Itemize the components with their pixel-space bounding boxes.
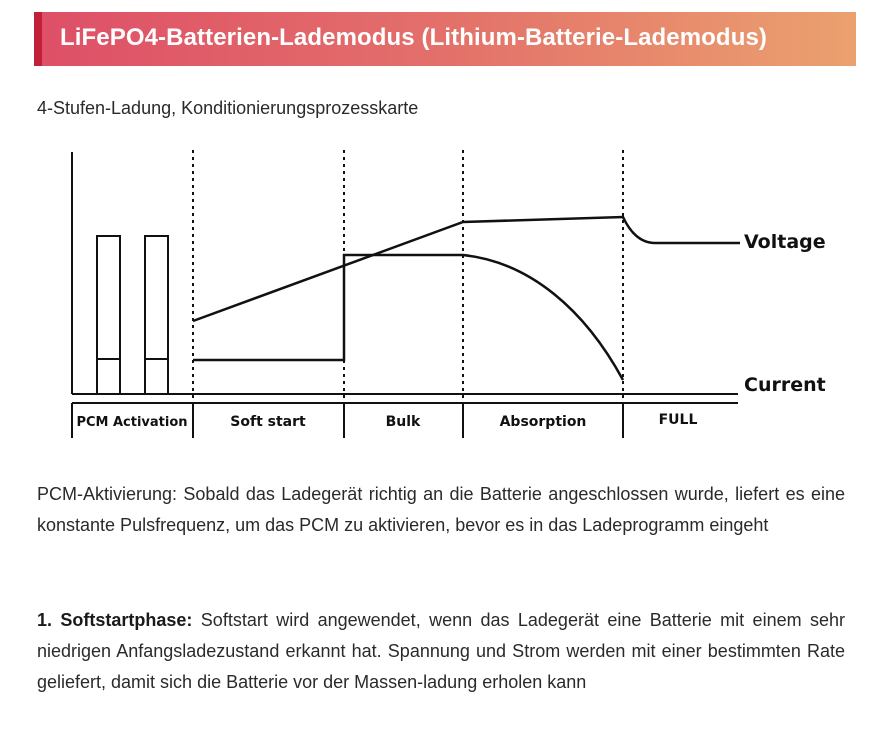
stage-separators [193, 150, 623, 402]
pulse-bar-1 [97, 236, 120, 394]
current-label: Current [744, 374, 826, 396]
softstart-paragraph [37, 605, 845, 698]
current-curve [193, 255, 623, 380]
softstart-text: Softstart wird angewendet, wenn das Ladegerät eine Batterie mit einem sehr niedrigen Anfangsladezustand erkannt hat. Spannung und Strom werden mit einer bestimmten Rate geliefert, damit sich die Batterie vor der Massen-ladung erholen kann [37, 610, 845, 692]
stage-pcm-activation: PCM Activation [76, 415, 188, 430]
stage-bulk: Bulk [385, 414, 421, 430]
stage-full: FULL [658, 412, 698, 428]
charging-diagram [0, 140, 886, 450]
pulse-bar-2 [145, 236, 168, 394]
stage-absorption: Absorption [499, 414, 587, 430]
pcm-activation-paragraph: PCM-Aktivierung: Sobald das Ladegerät richtig an die Batterie angeschlossen wurde, liefert es eine konstante Pulsfrequenz, um das PCM zu aktivieren, bevor es in das Ladeprogramm eingeht [37, 484, 845, 535]
page-title: LiFePO4-Batterien-Lademodus (Lithium-Batterie-Lademodus) [60, 24, 767, 51]
header-accent-bar [34, 12, 42, 66]
pcm-pulses [97, 236, 168, 394]
voltage-label: Voltage [744, 231, 826, 253]
diagram-subtitle: 4-Stufen-Ladung, Konditionierungsprozesskarte [37, 98, 419, 118]
voltage-curve [193, 217, 740, 321]
stage-soft-start: Soft start [230, 414, 306, 430]
softstart-heading: 1. Softstartphase: [37, 610, 193, 630]
